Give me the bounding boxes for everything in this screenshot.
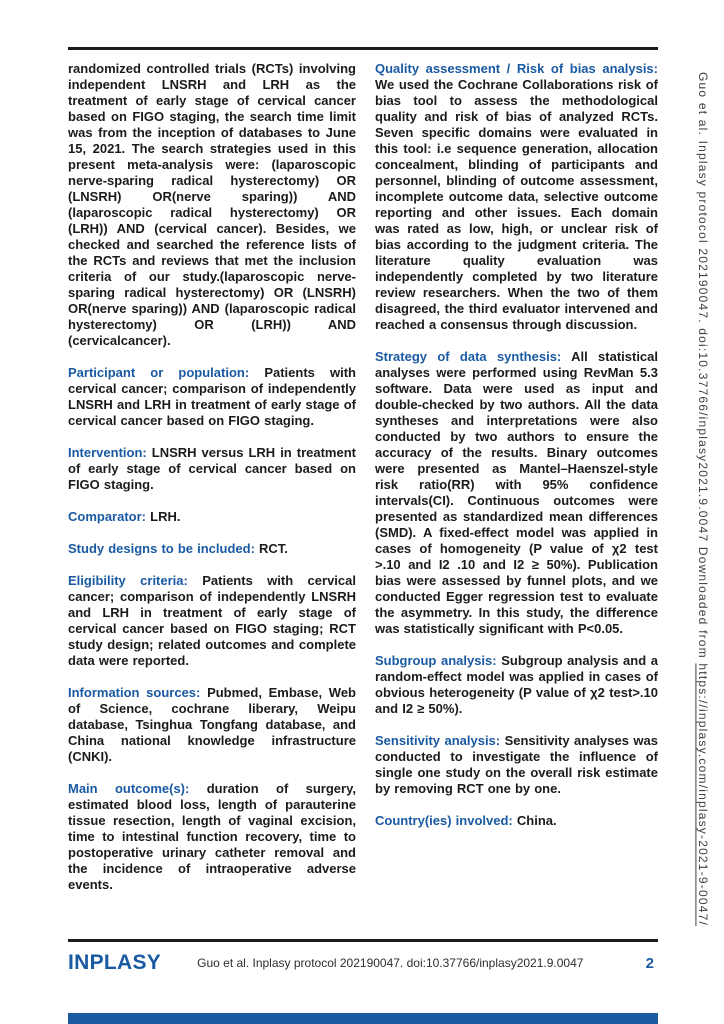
participant-or-population-section <box>68 365 356 429</box>
section-body: Patients with cervical cancer; comparison of independently LNSRH and LRH in treatment of early stage of cervical cancer based on FIGO staging. <box>68 365 356 428</box>
sidebar-citation-text: Guo et al. Inplasy protocol 202190047. doi:10.37766/inplasy2021.9.0047 Downloaded from <box>696 72 710 664</box>
eligibility-criteria-section <box>68 573 356 669</box>
section-heading: Strategy of data synthesis: <box>375 349 562 364</box>
section-heading: Intervention: <box>68 445 147 460</box>
section-body: Pubmed, Embase, Web of Science, cochrane liberary, Weipu database, Tsinghua Tongfang database, and China national knowledge infrastructure (CNKI). <box>68 685 356 764</box>
right-column <box>375 61 658 893</box>
section-heading: Study designs to be included: <box>68 541 255 556</box>
search-strategy-paragraph <box>68 61 356 349</box>
section-body: LNSRH versus LRH in treatment of early stage of cervical cancer based on FIGO staging. <box>68 445 356 492</box>
section-heading: Country(ies) involved: <box>375 813 513 828</box>
sensitivity-analysis-section <box>375 733 658 797</box>
study-designs-section <box>68 541 356 557</box>
subgroup-analysis-section <box>375 653 658 717</box>
body-columns <box>68 61 658 893</box>
page-number: 2 <box>645 954 654 972</box>
section-heading: Quality assessment / Risk of bias analysis: <box>375 61 658 76</box>
quality-assessment-section <box>375 61 658 333</box>
section-body: LRH. <box>150 509 181 524</box>
section-body: Sensitivity analyses was conducted to investigate the influence of single one study on the overall risk estimate by removing RCT one by one. <box>375 733 658 796</box>
section-heading: Information sources: <box>68 685 201 700</box>
countries-involved-section <box>375 813 658 829</box>
section-body: randomized controlled trials (RCTs) involving independent LNSRH and LRH as the treatment of early stage of cervical cancer based on FIGO staging, the search time limit was from the inception of databases to June 15, 2021. The search strategies used in this present meta-analysis were: (laparoscopic nerve-sparing radical hysterectomy) OR (LNSRH) OR(nerve sparing)) AND (laparoscopic radical hysterectomy) OR (LRH)) AND (cervical cancer). Besides, we checked and searched the reference lists of the RCTs and reviews that met the inclusion criteria of our study.(laparoscopic nerve-sparing radical hysterectomy) OR (LNSRH) OR(nerve sparing)) AND (laparoscopic radical hysterectomy) OR (LRH)) AND (cervicalcancer). <box>68 61 356 348</box>
section-heading: Sensitivity analysis: <box>375 733 501 748</box>
inplasy-logo: INPLASY <box>68 951 162 974</box>
rotated-margin-citation <box>696 72 710 1002</box>
strategy-of-data-synthesis-section <box>375 349 658 637</box>
section-heading: Main outcome(s): <box>68 781 190 796</box>
section-heading: Eligibility criteria: <box>68 573 188 588</box>
footer-rule <box>68 939 658 942</box>
section-body: All statistical analyses were performed using RevMan 5.3 software. Data were used as input and double-checked by two authors. All the data syntheses and interpretations were also conducted by two authors to ensure the accuracy of the results. Binary outcomes were presented as Mantel–Haenszel-style risk ratio(RR) with 95% confidence intervals(CI). Continuous outcomes were presented as standardized mean differences (SMD). A fixed-effect model was applied in cases of homogeneity (P value of χ2 test >.10 and I2 .10 and I2 ≥ 50%). Publication bias were assessed by funnel plots, and we conducted Egger regression test to evaluate the asymmetry. In this study, the difference was statistically significant with P<0.05. <box>375 349 659 636</box>
section-body: RCT. <box>259 541 288 556</box>
section-heading: Comparator: <box>68 509 147 524</box>
section-body: We used the Cochrane Collaborations risk of bias tool to assess the methodological quality and risk of bias of analyzed RCTs. Seven specific domains were evaluated in this tool: i.e sequence generation, allocation concealment, blinding of participants and personnel, blinding of outcome assessment, incomplete outcome data, selective outcome reporting and other issues. Each domain was rated as low, high, or unclear risk of bias according to the judgment criteria. The literature quality evaluation was independently completed by two literature review researchers. When the two of them disagreed, the third evaluator intervened and reached a consensus through discussion. <box>375 77 658 332</box>
section-body: duration of surgery, estimated blood loss, length of parauterine tissue resection, length of vaginal excision, time to intestinal function recovery, time to postoperative urinary catheter removal and the incidence of intraoperative adverse events. <box>68 781 356 892</box>
main-outcomes-section <box>68 781 356 893</box>
top-rule <box>68 47 658 50</box>
section-body: Patients with cervical cancer; comparison of independently LNSRH and LRH in treatment of early stage of cervical cancer based on FIGO staging; RCT study design; related outcomes and complete data were reported. <box>68 573 356 668</box>
section-body: Subgroup analysis and a random-effect model was applied in cases of obvious heterogeneity (P value of χ2 test>.10 and I2 ≥ 50%). <box>375 653 658 716</box>
section-heading: Subgroup analysis: <box>375 653 497 668</box>
left-column <box>68 61 356 893</box>
page-footer <box>68 951 658 975</box>
section-heading: Participant or population: <box>68 365 250 380</box>
information-sources-section <box>68 685 356 765</box>
sidebar-download-url-link[interactable]: https://inplasy.com/inplasy-2021-9-0047/ <box>696 663 710 926</box>
intervention-section <box>68 445 356 493</box>
footer-citation: Guo et al. Inplasy protocol 202190047. doi:10.37766/inplasy2021.9.0047 <box>197 956 584 970</box>
section-body: China. <box>516 813 557 828</box>
footer-accent-bar <box>68 1013 658 1024</box>
comparator-section <box>68 509 356 525</box>
